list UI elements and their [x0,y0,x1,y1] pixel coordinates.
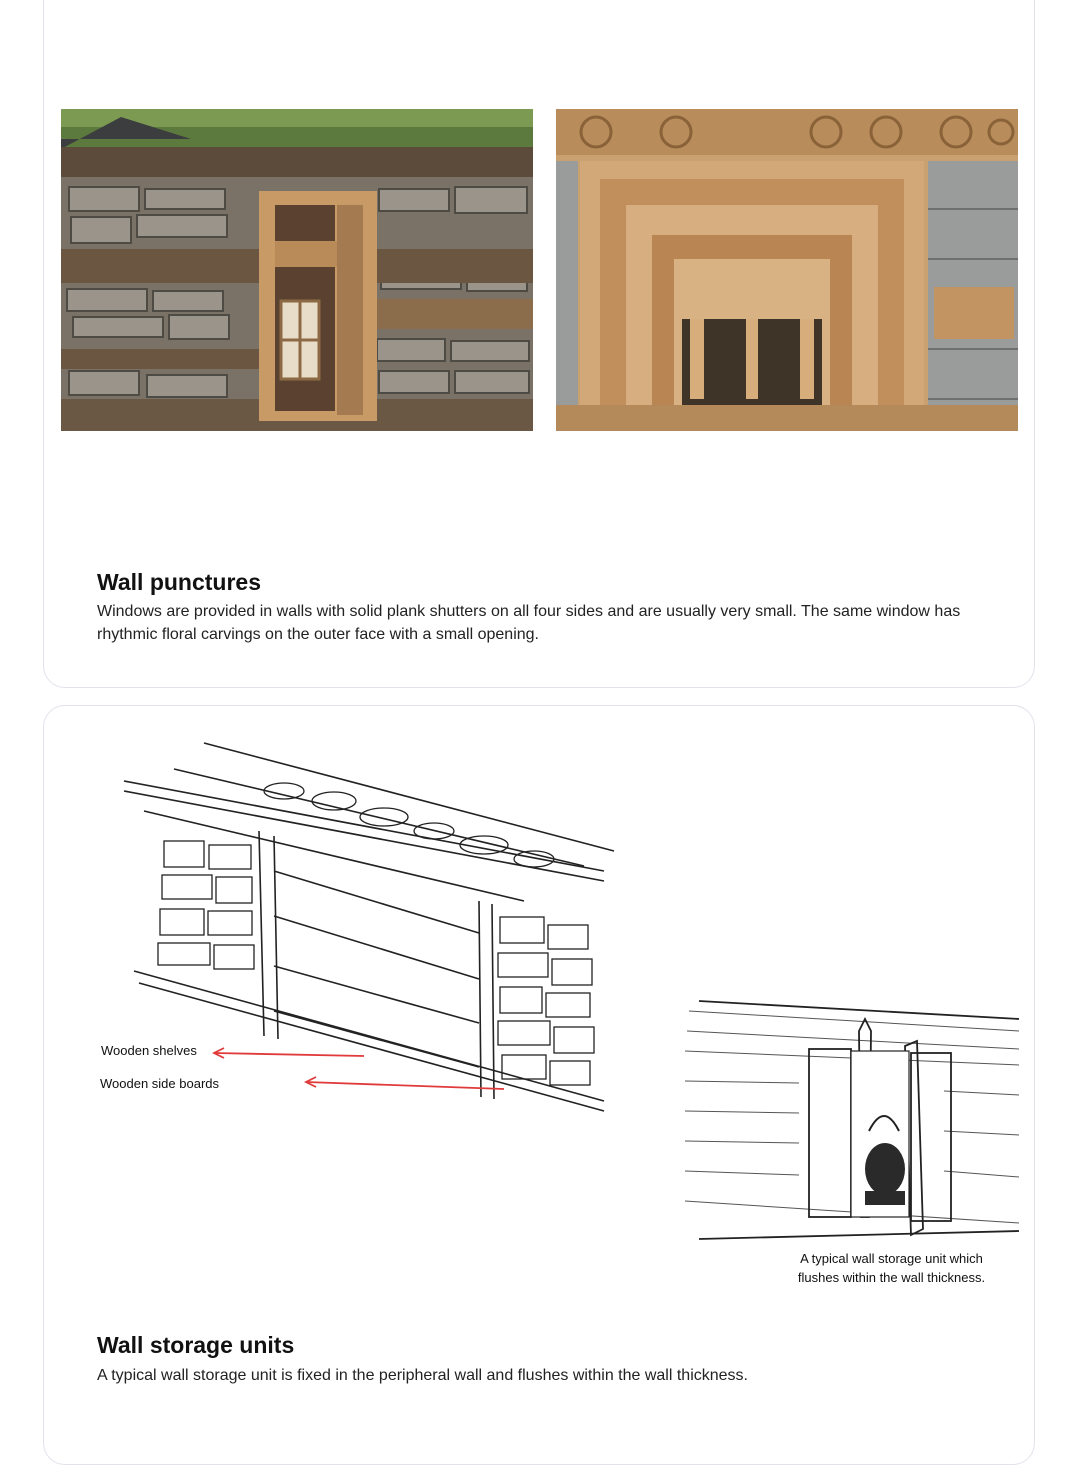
wall-punctures-description: Windows are provided in walls with solid plank shutters on all four sides and are usually very small. The same window has rhythmic floral carvings on the outer face with a small opening. [97,603,961,643]
wall-storage-caption-line2: flushes within the wall thickness. [797,1270,986,1285]
wall-punctures-title: Wall punctures [97,569,261,595]
wooden-shelves-label: Wooden shelves [101,1043,197,1058]
stone-wall-window-image [61,109,533,431]
wall-storage-sketch [679,991,1024,1241]
wall-storage-drawing [679,991,1024,1241]
wall-punctures-card [43,0,1035,688]
wall-storage-card [43,705,1035,1465]
wall-storage-caption-line1: A typical wall storage unit which [800,1251,983,1266]
stone-wall-window-photo [61,109,533,431]
wooden-side-boards-label: Wooden side boards [100,1076,220,1091]
carved-window-image [556,109,1018,431]
carved-window-photo [556,109,1018,431]
wall-storage-title: Wall storage units [97,1332,295,1358]
wall-storage-description: A typical wall storage unit is fixed in the peripheral wall and flushes within the wall thickness. [97,1367,748,1384]
wall-storage-caption [769,1249,1014,1287]
